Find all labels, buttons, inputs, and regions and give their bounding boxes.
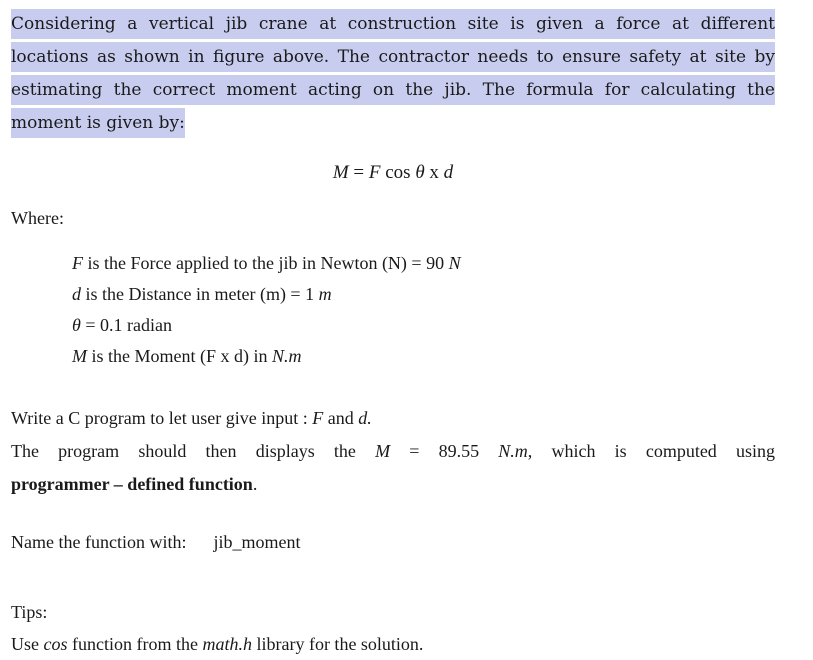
- tips-section: [11, 596, 423, 660]
- highlighted-intro-text: Considering a vertical jib crane at construction site is given a force at different locations as shown in figure above. The contractor needs to ensure safety at site by estimating the correct moment acting on the jib. The formula for calculating the moment is given by:: [11, 9, 775, 138]
- task-line-2: The program should then displays the M = 89.55 N.m, which is computed using: [11, 441, 775, 461]
- formula-theta-symbol: θ: [415, 162, 425, 183]
- formula-times: x: [424, 162, 444, 183]
- intro-paragraph: [11, 8, 775, 140]
- moment-formula: [11, 162, 775, 184]
- programmer-defined-function-emphasis: programmer – defined function: [11, 474, 253, 494]
- moment-unit: N.m: [272, 346, 302, 366]
- formula-distance-symbol: d: [443, 162, 454, 183]
- tips-text: Use cos function from the math.h library for the solution.: [11, 634, 424, 654]
- force-symbol: F: [72, 253, 83, 273]
- function-name-label: Name the function with:: [11, 532, 187, 552]
- moment-symbol: M: [72, 346, 87, 366]
- function-name-line: [11, 532, 300, 553]
- task-paragraph: [11, 402, 775, 501]
- definitions-list: [72, 252, 461, 376]
- distance-unit: m: [318, 284, 332, 304]
- formula-cos: cos: [380, 162, 416, 183]
- theta-text: = 0.1 radian: [80, 315, 172, 335]
- distance-text: is the Distance in meter (m) = 1: [81, 284, 319, 304]
- force-unit: N: [448, 253, 461, 273]
- formula-force-symbol: F: [368, 162, 381, 183]
- definition-moment: [72, 345, 461, 376]
- theta-symbol: θ: [72, 315, 81, 335]
- where-label: Where:: [11, 208, 64, 228]
- tips-label: Tips:: [11, 602, 48, 622]
- definition-distance: [72, 283, 461, 314]
- task-line-1: Write a C program to let user give input : F and d.: [11, 408, 372, 428]
- formula-moment-symbol: M: [332, 162, 349, 183]
- function-name-value: jib_moment: [213, 532, 301, 552]
- definition-theta: [72, 314, 461, 345]
- distance-symbol: d: [72, 284, 81, 304]
- definition-force: [72, 252, 461, 283]
- force-text: is the Force applied to the jib in Newton (N) = 90: [83, 253, 449, 273]
- task-line-3: programmer – defined function.: [11, 474, 258, 494]
- moment-text: is the Moment (F x d) in: [87, 346, 272, 366]
- formula-equals: =: [348, 162, 369, 183]
